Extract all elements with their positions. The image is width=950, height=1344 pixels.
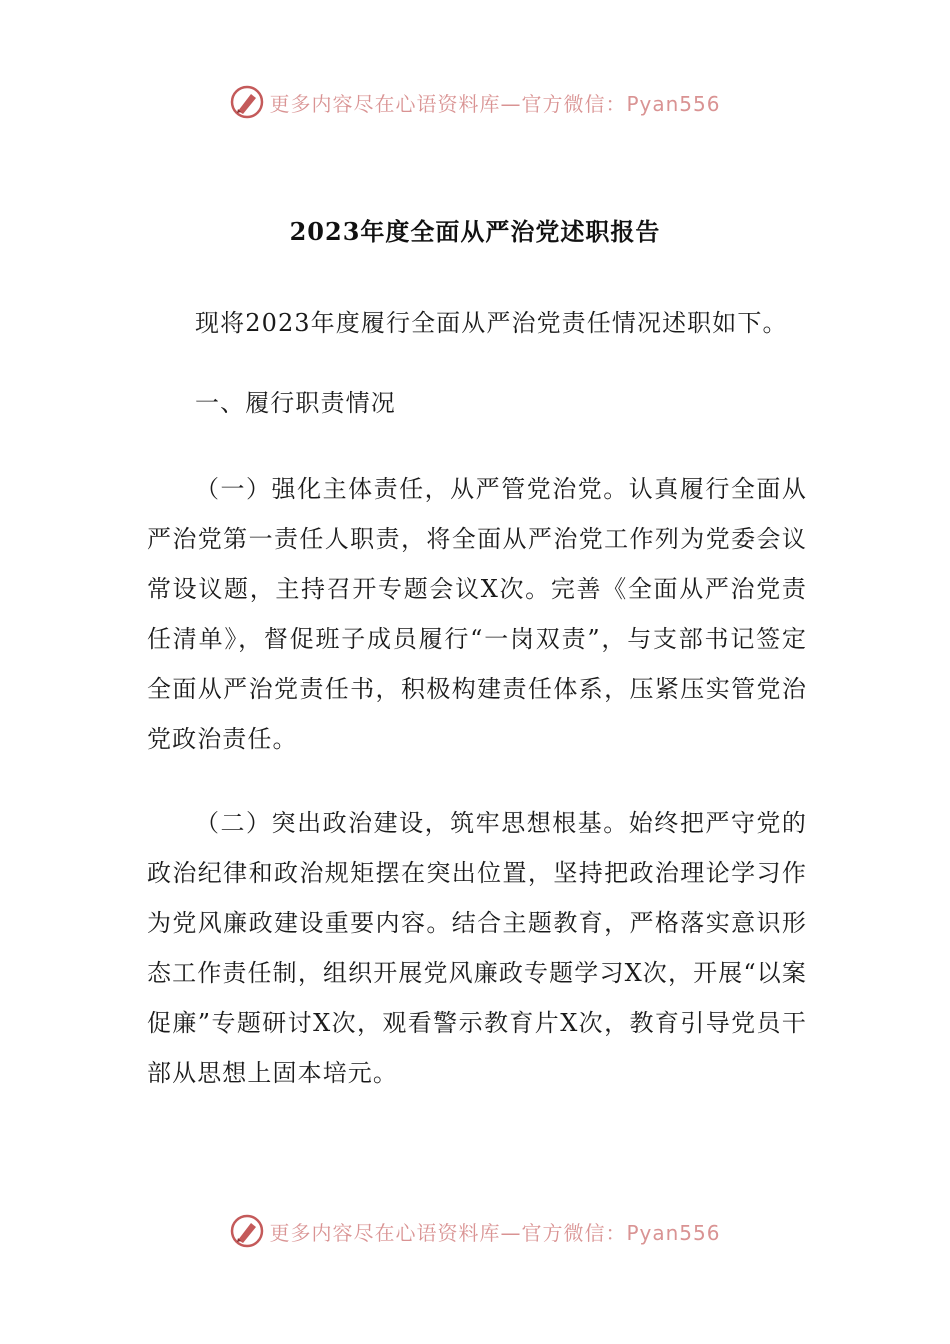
pen-logo-icon xyxy=(229,1213,265,1249)
header-watermark xyxy=(0,82,950,122)
pen-logo-icon xyxy=(229,84,265,120)
watermark-text: 更多内容尽在心语资料库—官方微信：Pyan556 xyxy=(269,1220,721,1245)
section-heading: 一、履行职责情况 xyxy=(195,389,396,417)
footer-watermark xyxy=(0,1211,950,1251)
body-paragraph-1: （一）强化主体责任，从严管党治党。认真履行全面从严治党第一责任人职责，将全面从严治党工作列为党委会议常设议题，主持召开专题会议X次。完善《全面从严治党责任清单》，督促班子成员履行“一岗双责”，与支部书记签定全面从严治党责任书，积极构建责任体系，压紧压实管党治党政治责任。 xyxy=(147,475,807,753)
intro-paragraph: 现将2023年度履行全面从严治党责任情况述职如下。 xyxy=(195,309,788,337)
body-paragraph-2: （二）突出政治建设，筑牢思想根基。始终把严守党的政治纪律和政治规矩摆在突出位置，坚持把政治理论学习作为党风廉政建设重要内容。结合主题教育，严格落实意识形态工作责任制，组织开展党风廉政专题学习X次，开展“以案促廉”专题研讨X次，观看警示教育片X次，教育引导党员干部从思想上固本培元。 xyxy=(147,809,807,1087)
document-title: 2023年度全面从严治党述职报告 xyxy=(289,217,661,246)
watermark-text: 更多内容尽在心语资料库—官方微信：Pyan556 xyxy=(269,91,721,116)
